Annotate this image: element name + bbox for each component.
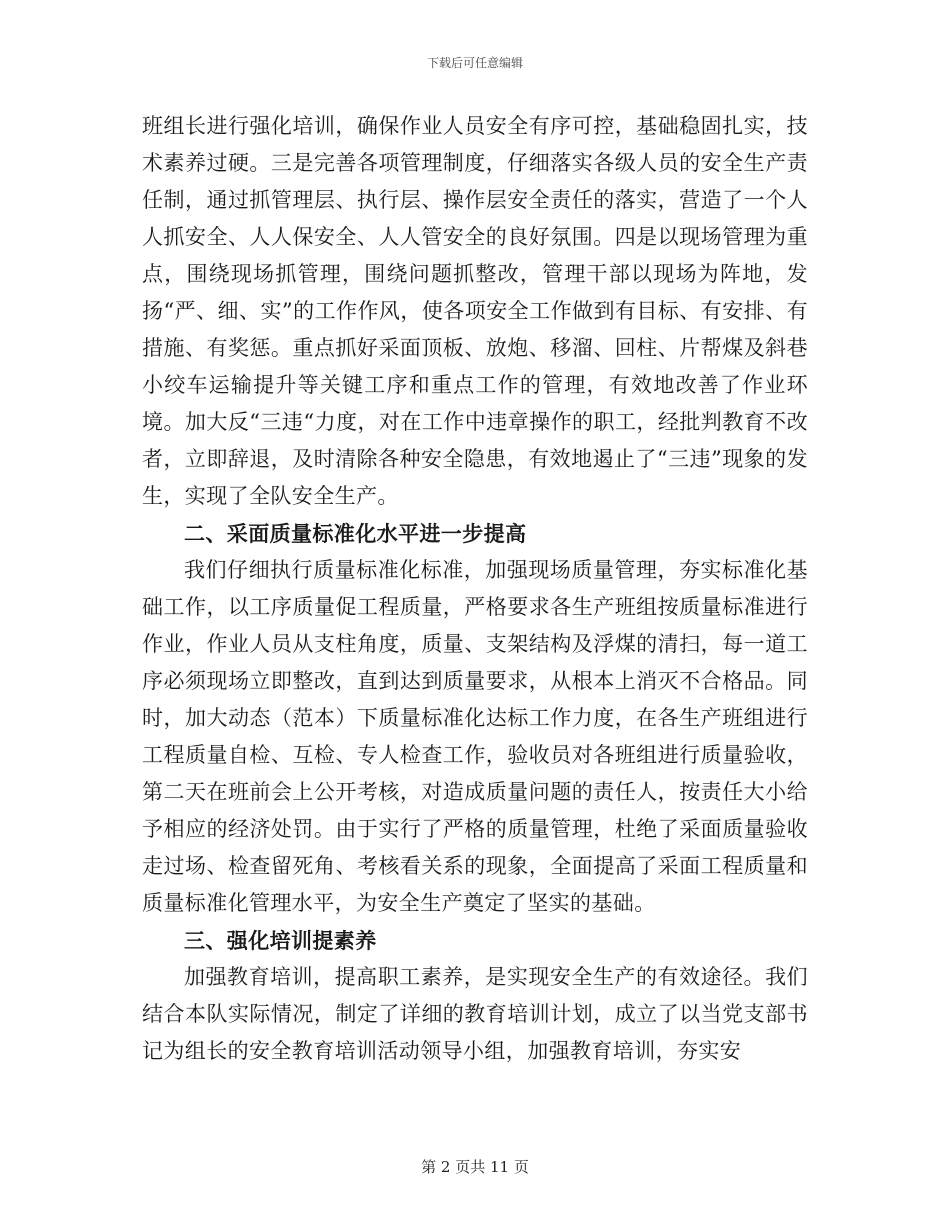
page-number: 第 2 页共 11 页 <box>421 1158 529 1176</box>
document-body <box>142 108 808 1070</box>
section-heading-2: 二、采面质量标准化水平进一步提高 <box>184 521 527 546</box>
section-heading-3: 三、强化培训提素养 <box>184 928 377 953</box>
paragraph-continued: 班组长进行强化培训，确保作业人员安全有序可控，基础稳固扎实，技术素养过硬。三是完善各项管理制度，仔细落实各级人员的安全生产责任制，通过抓管理层、执行层、操作层安全责任的落实，营造了一个人人抓安全、人人保安全、人人管安全的良好氛围。四是以现场管理为重点，围绕现场抓管理，围绕问题抓整改，管理干部以现场为阵地，发扬“严、细、实”的工作作风，使各项安全工作做到有目标、有安排、有措施、有奖惩。重点抓好采面顶板、放炮、移溜、回柱、片帮煤及斜巷小绞车运输提升等关键工序和重点工作的管理，有效地改善了作业环境。加大反“三违“力度，对在工作中违章操作的职工，经批判教育不改者，立即辞退，及时清除各种安全隐患，有效地遏止了“三违”现象的发生，实现了全队安全生产。 <box>142 114 808 508</box>
paragraph-quality: 我们仔细执行质量标准化标准，加强现场质量管理，夯实标准化基础工作，以工序质量促工程质量，严格要求各生产班组按质量标准进行作业，作业人员从支柱角度，质量、支架结构及浮煤的清扫，每一道工序必须现场立即整改，直到达到质量要求，从根本上消灭不合格品。同时，加大动态（范本）下质量标准化达标工作力度，在各生产班组进行工程质量自检、互检、专人检查工作，验收员对各班组进行质量验收，第二天在班前会上公开考核，对造成质量问题的责任人，按责任大小给予相应的经济处罚。由于实行了严格的质量管理，杜绝了采面质量验收走过场、检查留死角、考核看关系的现象，全面提高了采面工程质量和质量标准化管理水平，为安全生产奠定了坚实的基础。 <box>142 558 808 915</box>
paragraph-training: 加强教育培训，提高职工素养，是实现安全生产的有效途径。我们结合本队实际情况，制定了详细的教育培训计划，成立了以当党支部书记为组长的安全教育培训活动领导小组，加强教育培训，夯实安 <box>142 965 808 1063</box>
page-header: 下载后可任意编辑 <box>426 56 523 70</box>
